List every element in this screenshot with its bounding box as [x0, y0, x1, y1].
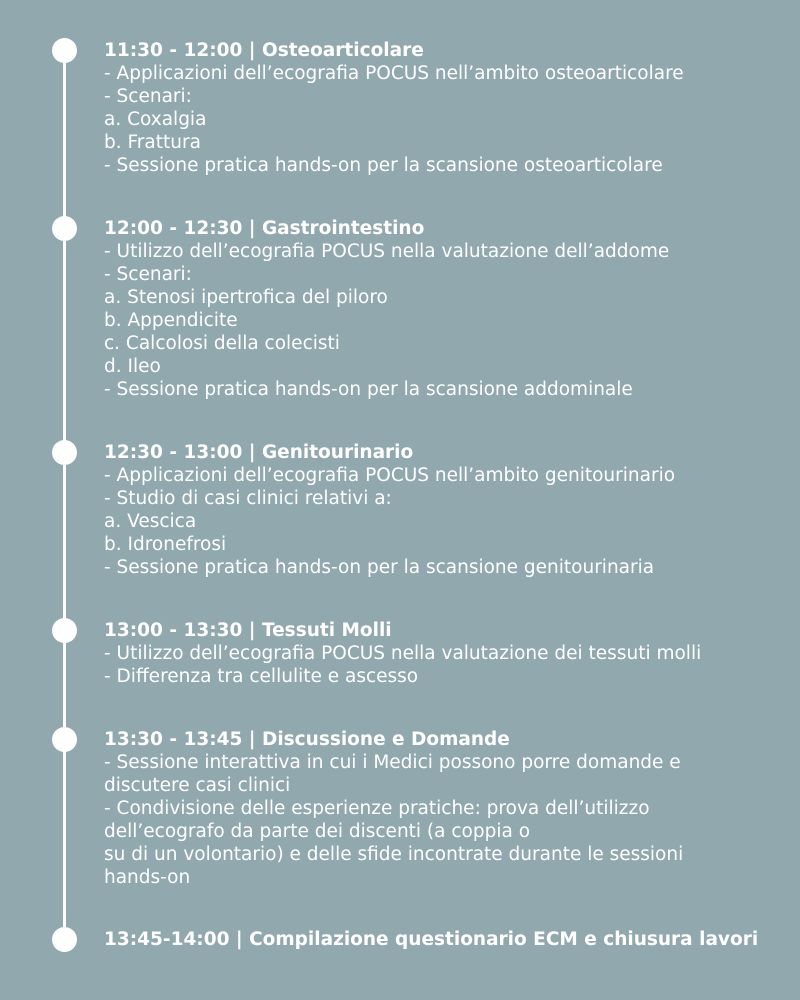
timeline-dot [52, 38, 77, 63]
session-line: - Condivisione delle esperienze pratiche: prova dell’utilizzo [104, 798, 650, 819]
session-line: - Differenza tra cellulite e ascesso [104, 666, 419, 687]
timeline-dot [52, 216, 77, 241]
session-line: - Sessione pratica hands-on per la scansione genitourinaria [104, 557, 655, 578]
session-title: 11:30 - 12:00 | Osteoarticolare [104, 40, 424, 61]
session-line: dell’ecografo da parte dei discenti (a coppia o [104, 821, 531, 842]
session-line: - Applicazioni dell’ecografia POCUS nell’ambito genitourinario [104, 465, 676, 486]
session-line: a. Coxalgia [104, 109, 207, 130]
timeline-line [63, 50, 66, 942]
session-block [104, 441, 744, 579]
session-block [104, 928, 759, 951]
session-line: - Scenari: [104, 264, 192, 285]
timeline-dot [52, 618, 77, 643]
session-line: - Applicazioni dell’ecografia POCUS nell’ambito osteoarticolare [104, 63, 684, 84]
timeline-dot [52, 440, 77, 465]
session-line: - Sessione interattiva in cui i Medici possono porre domande e [104, 752, 681, 773]
session-line: hands-on [104, 867, 191, 888]
session-block [104, 39, 744, 177]
session-title: 13:00 - 13:30 | Tessuti Molli [104, 620, 392, 641]
session-title: 12:30 - 13:00 | Genitourinario [104, 442, 414, 463]
session-block [104, 217, 744, 401]
session-title: 13:30 - 13:45 | Discussione e Domande [104, 729, 510, 750]
session-line: - Utilizzo dell’ecografia POCUS nella valutazione dell’addome [104, 241, 670, 262]
session-line: b. Idronefrosi [104, 534, 227, 555]
timeline-dot [52, 727, 77, 752]
session-line: c. Calcolosi della colecisti [104, 333, 340, 354]
session-title: 12:00 - 12:30 | Gastrointestino [104, 218, 425, 239]
session-line: - Utilizzo dell’ecografia POCUS nella valutazione dei tessuti molli [104, 643, 702, 664]
session-line: discutere casi clinici [104, 775, 291, 796]
session-line: - Studio di casi clinici relativi a: [104, 488, 392, 509]
session-line: a. Stenosi ipertrofica del piloro [104, 287, 388, 308]
session-line: su di un volontario) e delle sfide incontrate durante le sessioni [104, 844, 684, 865]
session-line: - Scenari: [104, 86, 192, 107]
session-block [104, 728, 744, 889]
session-line: a. Vescica [104, 511, 197, 532]
session-title: 13:45-14:00 | Compilazione questionario ECM e chiusura lavori [104, 929, 759, 950]
timeline-dot [52, 927, 77, 952]
session-block [104, 619, 744, 688]
session-line: d. Ileo [104, 356, 161, 377]
session-line: b. Frattura [104, 132, 201, 153]
session-line: - Sessione pratica hands-on per la scansione addominale [104, 379, 633, 400]
session-line: - Sessione pratica hands-on per la scansione osteoarticolare [104, 155, 663, 176]
session-line: b. Appendicite [104, 310, 238, 331]
